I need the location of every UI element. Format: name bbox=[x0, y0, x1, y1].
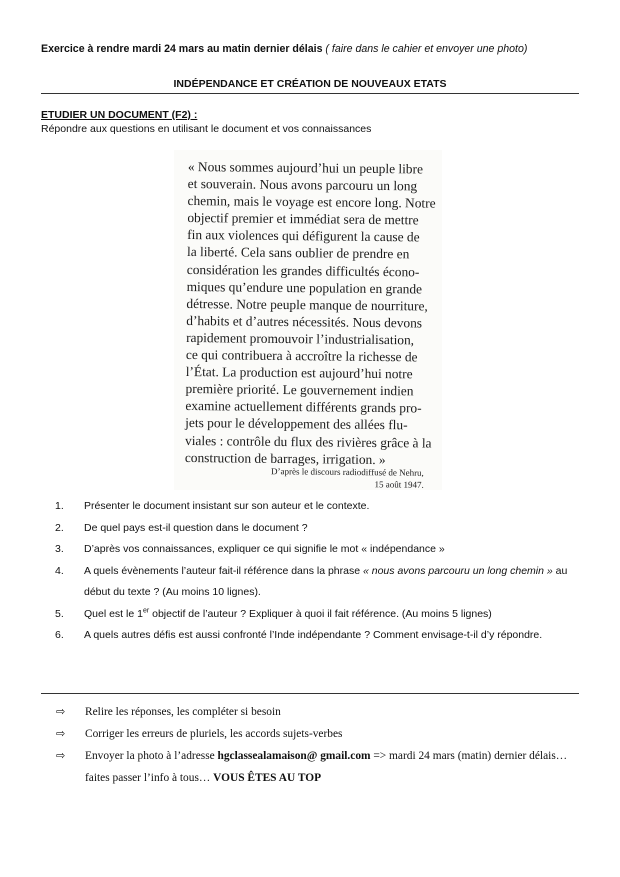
question-item bbox=[55, 604, 575, 626]
todo-text: Envoyer la photo à l’adresse bbox=[85, 750, 218, 762]
quote-line: construction de barrages, irrigation. » bbox=[184, 449, 386, 467]
todo-item bbox=[56, 701, 576, 723]
todo-text-end: => mardi 24 mars (matin) dernier délais… faites passer l’info à tous… bbox=[85, 750, 568, 784]
todo-item bbox=[56, 723, 576, 745]
assignment-instruction bbox=[41, 43, 527, 55]
question-list bbox=[55, 496, 575, 647]
question-text: A quels autres défis est aussi confronté l’Inde indépendante ? Comment envisage-t-il d’y répondre. bbox=[84, 629, 543, 641]
question-number: 1. bbox=[55, 500, 64, 512]
quote-line: viales : contrôle du flux des rivières grâce à la bbox=[184, 432, 432, 451]
question-number: 6. bbox=[55, 629, 64, 641]
todo-list bbox=[56, 701, 576, 789]
quote-line: chemin, mais le voyage est encore long. Notre bbox=[187, 193, 436, 211]
quote-line: fin aux violences qui défigurent la cause de bbox=[187, 227, 420, 245]
question-text: Quel est le 1 bbox=[84, 607, 143, 620]
question-number: 2. bbox=[55, 521, 64, 534]
quote-line: et souverain. Nous avons parcouru un long bbox=[187, 176, 418, 194]
arrow-right-icon: ⇨ bbox=[56, 727, 66, 740]
title-divider bbox=[41, 93, 579, 94]
footer-divider bbox=[41, 693, 579, 694]
question-item bbox=[55, 518, 575, 540]
question-quote: « nous avons parcouru un long chemin » bbox=[363, 564, 553, 577]
page-title: INDÉPENDANCE ET CRÉATION DE NOUVEAUX ETATS bbox=[173, 78, 447, 90]
todo-text: Relire les réponses, les compléter si besoin bbox=[85, 706, 281, 718]
quote-line: rapidement promouvoir l’industrialisation, bbox=[186, 329, 415, 348]
quote-line: objectif premier et immédiat sera de mettre bbox=[187, 210, 419, 228]
question-item bbox=[55, 496, 575, 518]
document-source bbox=[271, 465, 424, 491]
quote-line: considération les grandes difficultés écono- bbox=[186, 261, 420, 279]
question-number: 5. bbox=[55, 607, 64, 620]
source-date: 15 août 1947. bbox=[374, 479, 424, 490]
quote-line: d’habits et d’autres nécessités. Nous devons bbox=[186, 312, 423, 331]
quote-line: ce qui contribuera à accroître la richesse de bbox=[185, 347, 418, 365]
quote-line: l’État. La production est aujourd’hui notre bbox=[185, 364, 413, 382]
todo-item bbox=[56, 745, 576, 789]
question-item bbox=[55, 561, 575, 604]
question-text-end: objectif de l’auteur ? Expliquer à quoi il fait référence. (Au moins 5 lignes) bbox=[149, 607, 492, 620]
quote-line: « Nous sommes aujourd’hui un peuple libre bbox=[187, 158, 424, 177]
question-text: A quels évènements l’auteur fait-il référence dans la phrase bbox=[84, 564, 363, 577]
quote-line: miques qu’endure une population en grande bbox=[186, 278, 423, 297]
quote-line: jets pour le développement des allées flu- bbox=[185, 415, 408, 433]
instruction-note: ( faire dans le cahier et envoyer une photo) bbox=[325, 43, 528, 55]
question-item bbox=[55, 625, 575, 647]
ordinal-suffix: er bbox=[142, 607, 150, 614]
arrow-right-icon: ⇨ bbox=[56, 749, 66, 762]
question-text: D’après vos connaissances, expliquer ce qui signifie le mot « indépendance » bbox=[84, 543, 445, 555]
question-number: 4. bbox=[55, 564, 64, 577]
quote-line: examine actuellement différents grands pro- bbox=[185, 398, 422, 416]
question-text-end: au début du texte ? (Au moins 10 lignes). bbox=[84, 564, 568, 598]
section-heading: ETUDIER UN DOCUMENT (F2) : bbox=[41, 109, 198, 121]
source-attribution: D’après le discours radiodiffusé de Nehru, bbox=[271, 466, 425, 478]
quote-line: la liberté. Cela sans oublier de prendre en bbox=[186, 244, 410, 262]
question-item bbox=[55, 539, 575, 561]
question-number: 3. bbox=[55, 543, 64, 555]
question-text: De quel pays est-il question dans le document ? bbox=[84, 521, 308, 534]
question-text: Présenter le document insistant sur son auteur et le contexte. bbox=[84, 500, 370, 512]
document-quote bbox=[185, 158, 436, 468]
quote-line: détresse. Notre peuple manque de nourriture, bbox=[186, 295, 428, 314]
section-instructions: Répondre aux questions en utilisant le document et vos connaissances bbox=[41, 123, 372, 135]
closing-emphasis: VOUS ÊTES AU TOP bbox=[213, 772, 322, 784]
arrow-right-icon: ⇨ bbox=[56, 705, 66, 718]
todo-text: Corriger les erreurs de pluriels, les accords sujets-verbes bbox=[85, 728, 343, 740]
email-address: hgclassealamaison@ gmail.com bbox=[217, 750, 371, 762]
instruction-text: Exercice à rendre mardi 24 mars au matin dernier délais bbox=[41, 43, 323, 55]
quote-line: première priorité. Le gouvernement indien bbox=[185, 381, 414, 399]
